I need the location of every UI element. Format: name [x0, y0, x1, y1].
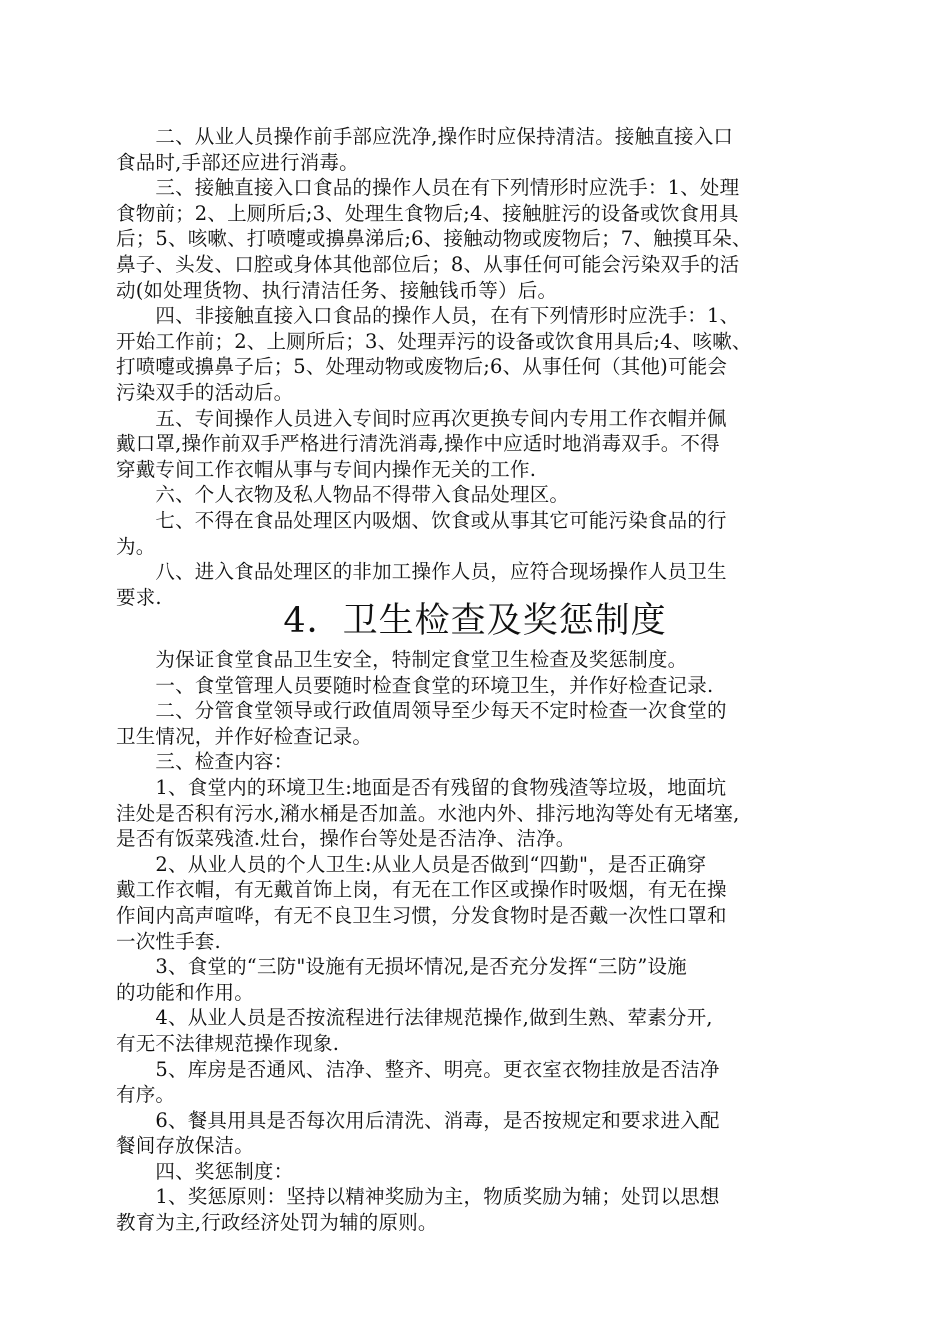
text-line: 有无不法律规范操作现象. [116, 1031, 340, 1055]
text-line: 八、进入食品处理区的非加工操作人员，应符合现场操作人员卫生 [116, 560, 727, 584]
text-line: 鼻子、头发、口腔或身体其他部位后；8、从事任何可能会污染双手的活 [116, 252, 740, 276]
text-line: 四、非接触直接入口食品的操作人员，在有下列情形时应洗手：1、 [116, 304, 740, 328]
text-line: 一次性手套. [116, 929, 221, 953]
text-line: 作间内高声喧哗，有无不良卫生习惯，分发食物时是否戴一次性口罩和 [116, 903, 727, 927]
text-line: 污染双手的活动后。 [116, 380, 294, 404]
text-line: 2、从业人员的个人卫生:从业人员是否做到“四勤"，是否正确穿 [116, 852, 707, 876]
text-line: 是否有饭菜残渣.灶台，操作台等处是否洁净、洁净。 [116, 827, 576, 851]
text-line: 戴工作衣帽，有无戴首饰上岗，有无在工作区或操作时吸烟，有无在操 [116, 878, 727, 902]
text-line: 三、检查内容： [116, 750, 294, 774]
text-line: 卫生情况，并作好检查记录。 [116, 724, 373, 748]
text-line: 教育为主,行政经济处罚为辅的原则。 [116, 1211, 438, 1235]
text-line: 3、食堂的“三防"设施有无损坏情况,是否充分发挥“三防”设施 [116, 955, 687, 979]
text-line: 戴口罩,操作前双手严格进行清洗消毒,操作中应适时地消毒双手。不得 [116, 432, 720, 456]
text-line: 五、专间操作人员进入专间时应再次更换专间内专用工作衣帽并佩 [116, 406, 727, 430]
text-line: 二、分管食堂领导或行政值周领导至少每天不定时检查一次食堂的 [116, 699, 727, 723]
text-line: 穿戴专间工作衣帽从事与专间内操作无关的工作. [116, 457, 537, 481]
text-line: 的功能和作用。 [116, 980, 254, 1004]
hygiene-rules-section [116, 124, 752, 610]
text-line: 要求. [116, 585, 162, 609]
text-line: 5、库房是否通风、洁净、整齐、明亮。更衣室衣物挂放是否洁净 [116, 1057, 720, 1081]
text-line: 七、不得在食品处理区内吸烟、饮食或从事其它可能污染食品的行 [116, 508, 727, 532]
text-line: 六、个人衣物及私人物品不得带入食品处理区。 [116, 483, 570, 507]
text-line: 后；5、咳嗽、打喷嚏或擤鼻涕后;6、接触动物或废物后；7、触摸耳朵、 [116, 227, 752, 251]
text-line: 三、接触直接入口食品的操作人员在有下列情形时应洗手：1、处理 [116, 176, 740, 200]
text-line: 一、食堂管理人员要随时检查食堂的环境卫生，并作好检查记录. [116, 673, 714, 697]
text-line: 开始工作前；2、上厕所后；3、处理弄污的设备或饮食用具后;4、咳嗽、 [116, 329, 752, 353]
section-heading: 4．卫生检查及奖惩制度 [283, 601, 667, 641]
text-line: 食品时,手部还应进行消毒。 [116, 150, 359, 174]
text-line: 洼处是否积有污水,潲水桶是否加盖。水池内外、排污地沟等处有无堵塞, [116, 801, 740, 825]
inspection-system-section [116, 647, 740, 1236]
text-line: 打喷嚏或擤鼻子后；5、处理动物或废物后;6、从事任何（其他)可能会 [116, 355, 728, 379]
text-line: 为。 [116, 534, 156, 558]
text-line: 食物前；2、上厕所后;3、处理生食物后;4、接触脏污的设备或饮食用具 [116, 201, 739, 225]
text-line: 为保证食堂食品卫生安全，特制定食堂卫生检查及奖惩制度。 [116, 648, 688, 671]
text-line: 四、奖惩制度： [116, 1159, 294, 1183]
text-line: 有序。 [116, 1083, 176, 1107]
text-line: 1、奖惩原则：坚持以精神奖励为主，物质奖励为辅；处罚以思想 [116, 1185, 720, 1209]
text-line: 1、食堂内的环境卫生:地面是否有残留的食物残渣等垃圾，地面坑 [116, 775, 727, 799]
text-line: 餐间存放保洁。 [116, 1134, 254, 1158]
text-line: 4、从业人员是否按流程进行法律规范操作,做到生熟、荤素分开, [116, 1006, 713, 1030]
text-line: 二、从业人员操作前手部应洗净,操作时应保持清洁。接触直接入口 [116, 125, 734, 148]
text-line: 动(如处理货物、执行清洁任务、接触钱币等）后。 [116, 278, 558, 302]
text-line: 6、餐具用具是否每次用后清洗、消毒，是否按规定和要求进入配 [116, 1108, 720, 1132]
